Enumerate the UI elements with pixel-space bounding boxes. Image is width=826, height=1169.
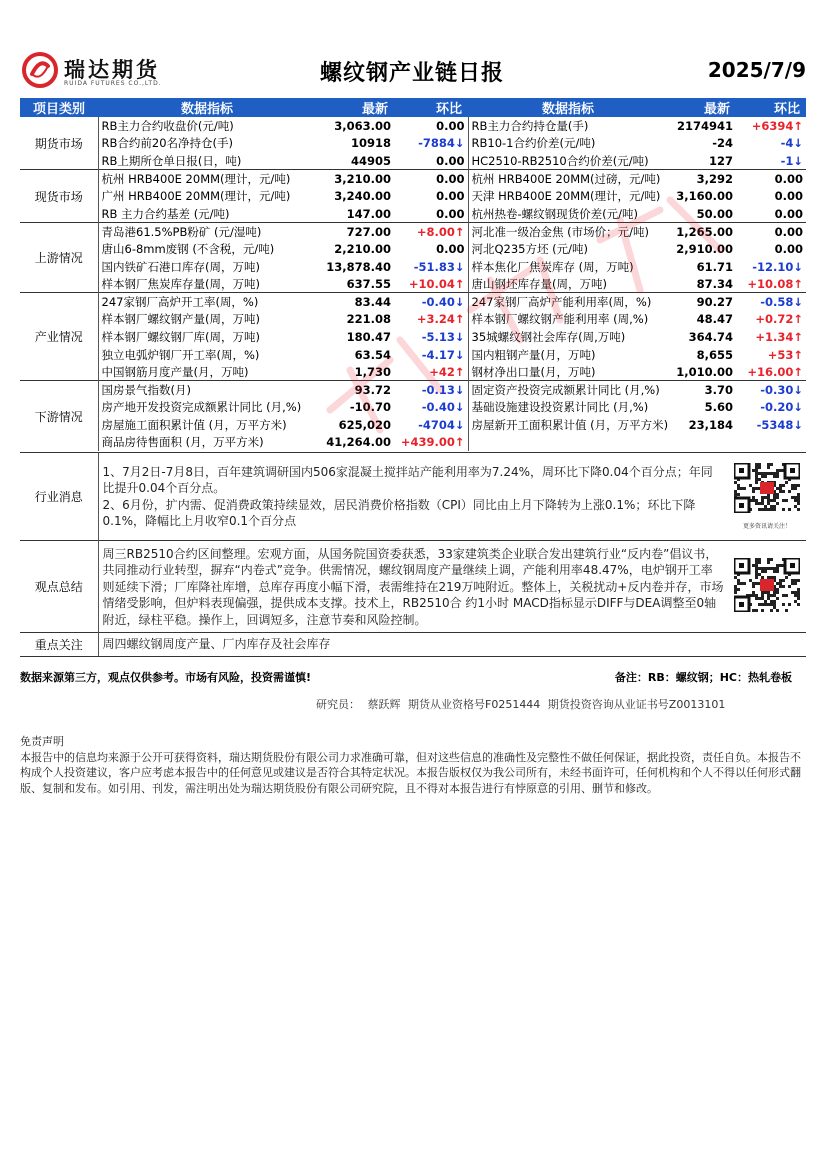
logo-subtext: RUIDA FUTURES CO.,LTD. [64,80,162,87]
change-value: -12.10↓ [752,259,803,274]
qr-code-area [728,453,806,541]
view-summary-section [20,540,806,633]
latest-value: 3.70 [668,381,736,399]
latest-value: 2,210.00 [334,241,391,256]
qr-code-area-2 [728,541,806,633]
change-value: -0.58↓ [736,293,806,311]
latest-value: 23,184 [688,417,733,432]
latest-value: 221.08 [346,312,391,327]
change-value: 0.00 [436,241,465,256]
table-row [20,223,806,241]
industry-news-label: 行业消息 [20,453,98,541]
indicator-name: 房产地开发投资完成额累计同比 (月,%) [101,400,302,415]
change-value: 0.00 [436,118,465,133]
latest-value: 90.27 [668,293,736,311]
disclaimer-title: 免责声明 [20,735,64,748]
latest-value: 180.47 [346,329,391,344]
indicator-name: 青岛港61.5%PB粉矿 (元/湿吨) [98,223,316,241]
latest-value: 87.34 [696,276,733,291]
disclaimer [20,734,806,796]
latest-value: 61.71 [696,259,733,274]
indicator-name: RB主力合约收盘价(元/吨) [101,118,234,133]
disclaimer-text: 本报告中的信息均来源于公开可获得资料，瑞达期货股份有限公司力求准确可靠，但对这些信息的准确性及完整性不做任何保证，据此投资，责任自负。本报告不构成个人投资建议，客户应考虑本报告中的任何意见或建议是否符合其特定状况。本报告版权仅为我公司所有，未经书面许可，任何机构和个人不得以任何形式翻版、复制和发布。如引用、刊发，需注明出处为瑞达期货股份有限公司研究院，且不得对本报告进行有悖原意的引用、删节和修改。 [20,750,801,795]
table-row [20,275,806,293]
change-value: +1.34↑ [755,329,803,344]
indicator-name: 河北Q235方坯 (元/吨) [468,240,668,258]
change-value: +16.00↑ [747,364,803,379]
change-value: +6394↑ [751,118,803,133]
change-value: +53↑ [767,347,803,362]
indicator-name: 河北准一级冶金焦 (市场价；元/吨) [468,223,668,241]
report-header [20,48,806,96]
category-cell: 期货市场 [20,117,98,170]
change-value: +3.24↑ [416,312,465,327]
change-value: -7884↓ [418,136,465,151]
latest-value: 2,910.00 [676,241,733,256]
table-row [20,135,806,153]
table-row [20,416,806,434]
table-row [20,205,806,223]
view-summary-label: 观点总结 [20,541,98,633]
logo-text: 瑞达期货 [64,58,160,82]
change-value: +8.00↑ [394,223,468,241]
change-value: -0.40↓ [421,400,465,415]
indicator-name: 杭州 HRB400E 20MM(过磅，元/吨) [468,170,668,188]
news-item: 1、7月2日-7月8日，百年建筑调研国内506家混凝土搅拌站产能利用率为7.24%，周环比下降0.04个百分点；年同比提升0.04个百分点。 [102,464,713,496]
researcher-info: 研究员： 蔡跃辉 期货从业资格号F0251444 期货投资咨询从业证书号Z0013101 [316,698,726,711]
qr-code-icon [734,463,800,521]
change-value: 0.00 [736,223,806,241]
col-header-latest: 最新 [316,98,394,117]
latest-value: 83.44 [316,293,394,311]
table-row [20,328,806,346]
indicator-name: 样本钢厂螺纹钢产量(周，万吨) [101,312,260,327]
indicator-name: 房屋新开工面积累计值 (月，万平方米) [468,416,668,434]
remark-note: 备注：RB：螺纹钢；HC：热轧卷板 [614,671,792,684]
indicator-name: 杭州热卷-螺纹钢现货价差(元/吨) [468,205,668,223]
latest-value: 3,160.00 [676,189,733,204]
indicator-name: 房屋施工面积累计值 (月，万平方米) [101,417,287,432]
footer-notes [20,669,806,685]
latest-value: 10918 [350,136,391,151]
data-table [20,98,806,451]
focus-section [20,632,806,657]
latest-value: 63.54 [354,347,391,362]
change-value: -0.40↓ [394,293,468,311]
focus-label: 重点关注 [20,633,98,657]
change-value: +42↑ [429,364,465,379]
indicator-name: 唐山6-8mm废钢 (不含税，元/吨) [101,241,275,256]
change-value: -4↓ [780,136,803,151]
latest-value: 727.00 [316,223,394,241]
change-value: +10.08↑ [747,276,803,291]
table-row [20,187,806,205]
change-value: -0.20↓ [760,400,803,415]
indicator-name: RB合约前20名净持仓(手) [101,136,233,151]
indicator-name: 中国钢筋月度产量(月，万吨) [101,364,249,379]
indicator-name: 国内铁矿石港口库存(周，万吨) [101,259,260,274]
indicator-name: 基础设施建设投资累计同比 (月,%) [468,399,668,417]
latest-value: 364.74 [688,329,733,344]
latest-value: 93.72 [316,381,394,399]
indicator-name: 样本钢厂焦炭库存量(周，万吨) [101,276,260,291]
change-value: +439.00↑ [400,435,465,450]
change-value: 0.00 [774,189,803,204]
latest-value: 50.00 [696,206,733,221]
change-value: -1↓ [780,153,803,168]
category-cell: 上游情况 [20,223,98,293]
category-cell: 现货市场 [20,170,98,223]
indicator-name: 35城螺纹钢社会库存(周,万吨) [468,328,668,346]
change-value: -0.30↓ [736,381,806,399]
latest-value: 13,878.40 [326,259,391,274]
change-value: -0.13↓ [394,381,468,399]
latest-value: 3,063.00 [334,118,391,133]
col-header-change-2: 环比 [736,98,806,117]
table-row [20,152,806,170]
indicator-name: 天津 HRB400E 20MM(理计，元/吨) [468,187,668,205]
latest-value: 1,730 [354,364,391,379]
change-value: -51.83↓ [413,259,465,274]
news-item: 2、6月份，扩内需、促消费政策持续显效，居民消费价格指数（CPI）同比由上月下降转为上涨0.1%；环比下降0.1%，降幅比上月收窄0.1个百分点 [102,497,696,529]
latest-value: 127 [708,153,733,168]
latest-value: 8,655 [696,347,733,362]
indicator-name: HC2510-RB2510合约价差(元/吨) [468,152,668,170]
change-value: 0.00 [394,170,468,188]
report-title: 螺纹钢产业链日报 [320,61,505,86]
change-value: 0.00 [736,170,806,188]
indicator-name: 247家钢厂高炉产能利用率(周，%) [468,293,668,311]
indicator-name: 商品房待售面积 (月，万平方米) [101,435,264,450]
change-value: 0.00 [774,241,803,256]
indicator-name: RB10-1合约价差(元/吨) [468,135,668,153]
change-value: -4.17↓ [421,347,465,362]
col-header-latest-2: 最新 [668,98,736,117]
table-row [20,170,806,188]
indicator-name: 钢材净出口量(月，万吨) [468,363,668,381]
category-cell: 下游情况 [20,381,98,451]
indicator-name [468,434,668,452]
col-header-indicator: 数据指标 [98,98,316,117]
table-body [20,117,806,451]
change-value: -4704↓ [418,417,465,432]
col-header-change: 环比 [394,98,468,117]
latest-value [668,434,736,452]
focus-text: 周四螺纹钢周度产量、厂内库存及社会库存 [102,637,331,652]
indicator-name: RB 主力合约基差 (元/吨) [101,206,230,221]
change-value [736,434,806,452]
table-row [20,258,806,276]
report-date: 2025/7/9 [707,58,806,82]
latest-value: 48.47 [696,312,733,327]
indicator-name: 样本钢厂螺纹钢产能利用率 (周,%) [468,311,668,329]
indicator-name: RB上期所仓单日报(日，吨) [101,153,242,168]
latest-value: 3,240.00 [334,189,391,204]
change-value: 0.00 [436,189,465,204]
latest-value: 5.60 [704,400,733,415]
qr-caption: 更多资讯请关注！ [742,523,791,531]
latest-value: 3,210.00 [316,170,394,188]
table-row [20,363,806,381]
indicator-name: 杭州 HRB400E 20MM(理计，元/吨) [98,170,316,188]
indicator-name: 国房景气指数(月) [98,381,316,399]
change-value: +10.04↑ [408,276,465,291]
change-value: -5.13↓ [421,329,465,344]
col-header-indicator-2: 数据指标 [468,98,668,117]
latest-value: 1,265.00 [668,223,736,241]
latest-value: 44905 [350,153,391,168]
view-summary-text: 周三RB2510合约区间整理。宏观方面，从国务院国资委获悉，33家建筑类企业联合发出建筑行业“反内卷”倡议书，共同推动行业转型，摒弃“内卷式”竞争。供需情况，螺纹钢周度产量继续上调，产能利用率48.47%，电炉钢开工率则延续下滑；厂库降社库增，总库存再度小幅下滑，表需维持在219万吨附近。整体上，关税扰动+反内卷并存，市场情绪受影响，但炉料表现偏强，提供成本支撑。技术上，RB2510合 约1小时 MACD指标显示DIFF与DEA调整至0轴附近，绿柱平稳。操作上，回调短多，注意节奏和风险控制。 [102,546,724,627]
table-row [20,346,806,364]
latest-value: -24 [712,136,733,151]
latest-value: 1,010.00 [676,364,733,379]
change-value: +0.72↑ [755,312,803,327]
latest-value: 637.55 [346,276,391,291]
category-cell: 产业情况 [20,293,98,381]
table-row [20,117,806,135]
table-row [20,240,806,258]
latest-value: 625,020 [338,417,391,432]
latest-value: 147.00 [346,206,391,221]
latest-value: 3,292 [668,170,736,188]
indicator-name: 广州 HRB400E 20MM(理计，元/吨) [101,189,291,204]
source-note: 数据来源第三方，观点仅供参考。市场有风险，投资需谨慎! [20,671,312,684]
table-row [20,434,806,452]
table-row [20,293,806,311]
change-value: 0.00 [774,206,803,221]
change-value: 0.00 [436,206,465,221]
latest-value: 2174941 [676,118,733,133]
industry-news-text [99,462,729,532]
indicator-name: 唐山钢坯库存量(周，万吨) [468,275,668,293]
table-row [20,381,806,399]
change-value: 0.00 [436,153,465,168]
indicator-name: 样本钢厂螺纹钢厂库(周，万吨) [101,329,260,344]
indicator-name: 固定资产投资完成额累计同比 (月,%) [468,381,668,399]
table-header-row [20,98,806,117]
industry-news-section [20,452,806,541]
col-header-category: 项目类别 [20,98,98,117]
indicator-name: 样本焦化厂焦炭库存 (周，万吨) [468,258,668,276]
table-row [20,399,806,417]
change-value: -5348↓ [756,417,803,432]
indicator-name: RB主力合约持仓量(手) [468,117,668,135]
table-row [20,311,806,329]
qr-code-icon [734,558,800,616]
latest-value: 41,264.00 [326,435,391,450]
ruida-logo-icon [22,52,58,88]
indicator-name: 247家钢厂高炉开工率(周，%) [98,293,316,311]
indicator-name: 独立电弧炉钢厂开工率(周，%) [101,347,260,362]
company-logo [20,50,190,90]
indicator-name: 国内粗钢产量(月，万吨) [468,346,668,364]
latest-value: -10.70 [349,400,391,415]
